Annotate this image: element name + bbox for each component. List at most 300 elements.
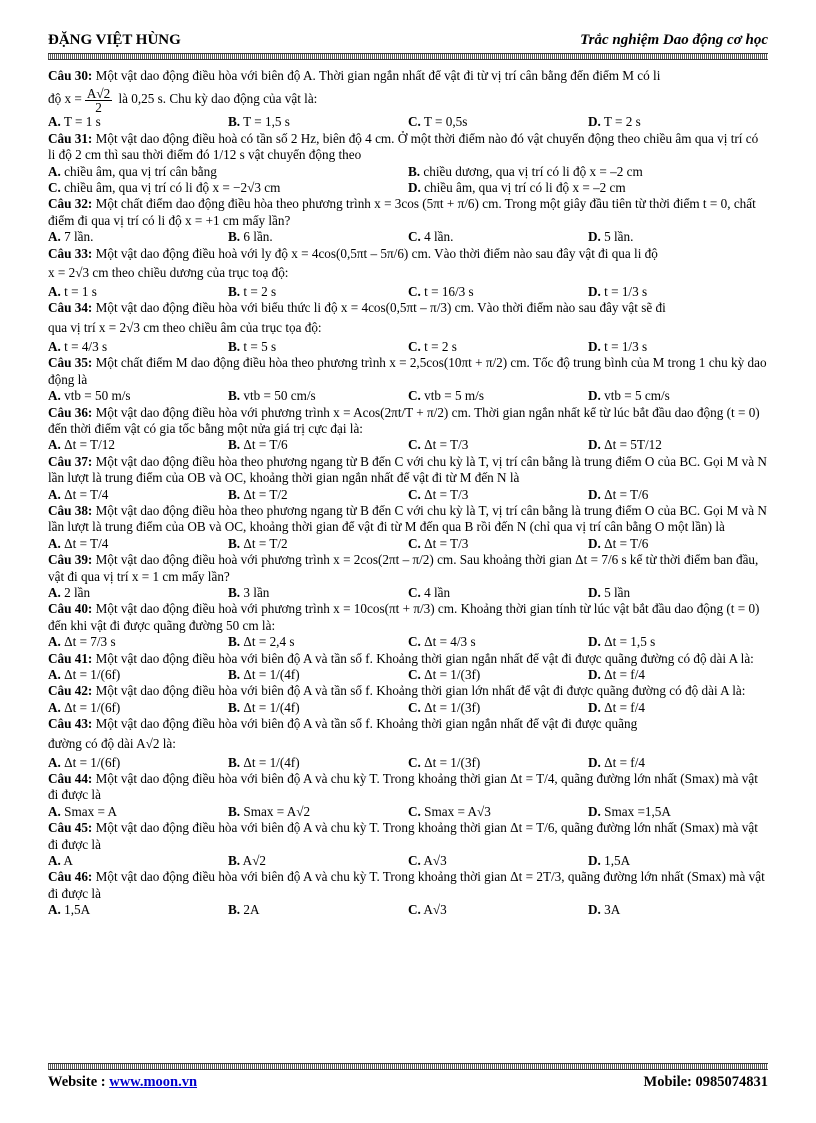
answer-option[interactable] xyxy=(48,634,228,650)
question-text xyxy=(48,869,768,902)
answer-options xyxy=(48,284,768,300)
question-item xyxy=(48,68,768,131)
answer-option[interactable] xyxy=(408,284,588,300)
question-label: Câu 41: xyxy=(48,650,93,666)
question-text xyxy=(48,503,768,536)
option-text: vtb = 50 cm/s xyxy=(243,388,316,404)
option-letter: D. xyxy=(588,229,601,245)
option-text: Δt = 1/(3f) xyxy=(424,754,481,770)
option-text: t = 1/3 s xyxy=(604,338,648,354)
option-text: chiều âm, qua vị trí cân bằng xyxy=(64,163,217,179)
option-letter: B. xyxy=(408,163,421,179)
option-letter: C. xyxy=(408,902,421,918)
option-text: Δt = T/2 xyxy=(243,486,288,502)
answer-option[interactable] xyxy=(408,667,588,683)
answer-option[interactable] xyxy=(408,755,588,771)
answer-option[interactable] xyxy=(408,229,588,245)
footer-divider xyxy=(48,1063,768,1070)
option-letter: C. xyxy=(408,803,421,819)
option-letter: B. xyxy=(228,754,241,770)
option-letter: C. xyxy=(408,634,421,650)
answer-option[interactable] xyxy=(408,902,588,918)
answer-option[interactable] xyxy=(588,700,768,716)
answer-option[interactable] xyxy=(228,284,408,300)
question-stem: Một vật dao động điều hòa với biên độ A và chu kỳ T. Trong khoảng thời gian Δt = T/6, quãng đường lớn nhất (Smax) mà vật đi được là xyxy=(48,820,758,852)
answer-options xyxy=(48,667,768,683)
question-list xyxy=(48,68,768,919)
answer-option[interactable] xyxy=(408,585,588,601)
option-letter: D. xyxy=(588,853,601,869)
option-text: Smax = A√2 xyxy=(243,803,311,819)
option-text: Δt = T/6 xyxy=(243,437,288,453)
answer-options xyxy=(48,536,768,552)
answer-option[interactable] xyxy=(48,164,408,180)
option-text: Δt = 1/(3f) xyxy=(424,667,481,682)
question-label: Câu 40: xyxy=(48,601,93,617)
question-stem: Một vật dao động điều hòa với biên độ A và tần số f. Khoảng thời gian ngắn nhất để vật đi được quãng đường có độ dài A là: xyxy=(95,650,754,666)
option-letter: A. xyxy=(48,163,61,179)
option-letter: C. xyxy=(408,437,421,453)
question-stem: Một vật dao động điều hoà có tần số 2 Hz, biên độ 4 cm. Ở một thời điểm nào đó vật chuyển động theo chiều âm qua vị trí có li độ 2 cm thì sau thời điểm đó 1/12 s vật chuyển động theo xyxy=(48,130,759,163)
answer-option[interactable] xyxy=(588,667,768,683)
answer-options xyxy=(48,114,768,130)
website-link[interactable]: www.moon.vn xyxy=(109,1074,198,1090)
option-letter: D. xyxy=(588,902,601,918)
question-item xyxy=(48,651,768,684)
answer-options xyxy=(48,700,768,716)
option-text: Δt = f/4 xyxy=(604,667,645,682)
option-text: Δt = T/4 xyxy=(64,535,109,551)
option-letter: D. xyxy=(588,114,601,130)
answer-option[interactable] xyxy=(228,339,408,355)
answer-option[interactable] xyxy=(228,114,408,130)
answer-options xyxy=(48,180,768,196)
option-letter: C. xyxy=(408,535,421,551)
option-letter: C. xyxy=(408,388,421,404)
answer-option[interactable] xyxy=(588,437,768,453)
option-text: Δt = 1/(4f) xyxy=(243,699,300,715)
option-letter: C. xyxy=(408,338,421,354)
option-letter: A. xyxy=(48,338,61,354)
option-letter: D. xyxy=(588,338,601,354)
option-text: Δt = T/6 xyxy=(604,535,649,551)
option-text: vtb = 50 m/s xyxy=(64,388,131,404)
option-text: t = 16/3 s xyxy=(424,284,474,300)
question-item xyxy=(48,300,768,355)
question-label: Câu 31: xyxy=(48,130,93,146)
question-stem: Một vật dao động điều hòa với biên độ A và tần số f. Khoảng thời gian lớn nhất để vật đi được quãng đường có độ dài A là: xyxy=(95,683,746,699)
question-item xyxy=(48,503,768,552)
answer-option[interactable] xyxy=(588,585,768,601)
answer-option[interactable] xyxy=(408,853,588,869)
option-letter: B. xyxy=(228,284,241,300)
option-letter: B. xyxy=(228,114,241,130)
answer-option[interactable] xyxy=(48,284,228,300)
option-letter: A. xyxy=(48,803,61,819)
option-letter: A. xyxy=(48,699,61,715)
option-text: Δt = T/2 xyxy=(243,535,288,551)
option-text: A√3 xyxy=(423,902,447,918)
option-text: 5 lần xyxy=(604,584,631,600)
option-letter: A. xyxy=(48,114,61,130)
question-label: Câu 44: xyxy=(48,771,93,787)
answer-option[interactable] xyxy=(408,487,588,503)
answer-option[interactable] xyxy=(588,229,768,245)
option-text: 7 lần. xyxy=(64,229,94,245)
option-text: A xyxy=(63,853,73,869)
option-text: T = 1,5 s xyxy=(243,114,290,130)
answer-option[interactable] xyxy=(408,536,588,552)
answer-option[interactable] xyxy=(48,114,228,130)
question-item xyxy=(48,683,768,716)
question-item xyxy=(48,196,768,245)
answer-option[interactable] xyxy=(48,700,228,716)
option-letter: C. xyxy=(408,699,421,715)
answer-option[interactable] xyxy=(228,437,408,453)
option-letter: B. xyxy=(228,229,241,245)
question-item xyxy=(48,246,768,301)
option-text: Δt = 1/(6f) xyxy=(64,699,121,715)
question-label: Câu 43: xyxy=(48,716,93,732)
answer-option[interactable] xyxy=(588,487,768,503)
answer-option[interactable] xyxy=(408,700,588,716)
option-text: t = 2 s xyxy=(243,284,277,300)
option-letter: A. xyxy=(48,437,61,453)
question-item xyxy=(48,355,768,404)
option-letter: D. xyxy=(588,803,601,819)
question-stem-line2 xyxy=(48,84,768,114)
option-text: chiều âm, qua vị trí có li độ x = –2 cm xyxy=(424,180,626,196)
option-text: Smax = A√3 xyxy=(424,803,491,819)
fraction xyxy=(85,87,112,114)
question-text xyxy=(48,246,768,262)
option-letter: C. xyxy=(408,284,421,300)
answer-option[interactable] xyxy=(228,536,408,552)
answer-options xyxy=(48,229,768,245)
option-text: A√3 xyxy=(423,853,447,869)
option-letter: A. xyxy=(48,486,61,502)
option-text: Smax = A xyxy=(64,803,117,819)
option-letter: A. xyxy=(48,284,61,300)
option-text: 6 lần. xyxy=(243,229,273,245)
option-text: T = 0,5s xyxy=(423,114,468,130)
option-text: Δt = 5T/12 xyxy=(604,437,662,453)
option-text: T = 2 s xyxy=(603,114,641,130)
question-stem: Một chất điểm M dao động điều hòa theo phương trình x = 2,5cos(10πt + π/2) cm. Tốc độ trung bình của M trong 1 chu kỳ dao động là xyxy=(48,355,767,387)
option-text: Δt = 1,5 s xyxy=(604,634,656,650)
option-letter: D. xyxy=(588,388,601,404)
question-stem: Một vật dao động điều hòa với biên độ A. Thời gian ngắn nhất để vật đi từ vị trí cân bằng đến điểm M có li xyxy=(95,68,661,83)
option-text: Δt = T/3 xyxy=(424,486,469,502)
option-letter: D. xyxy=(588,634,601,650)
answer-option[interactable] xyxy=(408,339,588,355)
answer-option[interactable] xyxy=(588,804,768,820)
question-item xyxy=(48,131,768,197)
question-stem: Một chất điểm dao động điều hòa theo phương trình x = 3cos (5πt + π/6) cm. Trong một giây đầu tiên từ thời điểm t = 0, chất điểm đi qua vị trí có li độ x = +1 cm mấy lần? xyxy=(48,196,756,228)
answer-option[interactable] xyxy=(228,634,408,650)
question-item xyxy=(48,454,768,503)
question-text xyxy=(48,131,768,164)
answer-option[interactable] xyxy=(588,388,768,404)
option-letter: C. xyxy=(408,754,421,770)
option-letter: C. xyxy=(48,180,61,196)
option-letter: D. xyxy=(408,180,421,196)
stem-prefix: độ x = xyxy=(48,91,82,107)
question-stem: Một vật dao động điều hòa theo phương ngang từ B đến C với chu kỳ là T, vị trí cân bằng là trung điểm O của BC. Gọi M và N lần lượt là trung điểm của OB và OC, khoảng thời gian để vật đi từ M đến qua B rồi đến N (chỉ qua vị trí cân bằng O một lần) là xyxy=(48,502,767,535)
option-text: Δt = T/6 xyxy=(604,486,649,502)
option-letter: A. xyxy=(48,388,61,404)
option-letter: A. xyxy=(48,853,61,869)
option-letter: B. xyxy=(228,388,241,404)
option-letter: D. xyxy=(588,437,601,453)
option-letter: B. xyxy=(228,535,241,551)
question-stem-line2: x = 2√3 cm theo chiều dương của trục toạ độ: xyxy=(48,265,289,281)
answer-option[interactable] xyxy=(228,229,408,245)
option-letter: B. xyxy=(228,584,241,600)
answer-option[interactable] xyxy=(228,853,408,869)
option-text: chiều dương, qua vị trí có li độ x = –2 cm xyxy=(423,163,643,179)
option-letter: D. xyxy=(588,535,601,551)
question-item xyxy=(48,716,768,771)
question-text xyxy=(48,771,768,804)
question-text xyxy=(48,552,768,585)
question-text xyxy=(48,716,768,732)
option-letter: D. xyxy=(588,584,601,600)
option-text: Δt = 1/(3f) xyxy=(424,699,481,715)
header-divider xyxy=(48,53,768,60)
option-letter: A. xyxy=(48,535,61,551)
answer-option[interactable] xyxy=(408,634,588,650)
question-stem-line2: đường có độ dài A√2 là: xyxy=(48,735,176,751)
answer-option[interactable] xyxy=(228,667,408,683)
question-item xyxy=(48,820,768,869)
option-text: Δt = f/4 xyxy=(604,699,645,715)
question-text xyxy=(48,454,768,487)
question-text xyxy=(48,683,768,699)
option-text: chiều âm, qua vị trí có li độ x = −2√3 cm xyxy=(64,180,281,196)
answer-option[interactable] xyxy=(408,164,768,180)
answer-option[interactable] xyxy=(48,487,228,503)
answer-options xyxy=(48,804,768,820)
option-letter: D. xyxy=(588,486,601,502)
answer-options xyxy=(48,339,768,355)
option-letter: D. xyxy=(588,699,601,715)
option-text: Δt = 7/3 s xyxy=(64,634,116,650)
website xyxy=(48,1074,197,1091)
option-text: A√2 xyxy=(242,853,267,869)
answer-options xyxy=(48,902,768,918)
option-text: 2A xyxy=(243,902,260,918)
option-text: 5 lần. xyxy=(604,229,634,245)
answer-option[interactable] xyxy=(228,585,408,601)
answer-options xyxy=(48,853,768,869)
question-label: Câu 35: xyxy=(48,355,93,371)
answer-option[interactable] xyxy=(228,804,408,820)
option-text: 1,5A xyxy=(604,853,631,869)
answer-option[interactable] xyxy=(588,536,768,552)
option-text: Δt = 1/(6f) xyxy=(64,667,121,682)
answer-option[interactable] xyxy=(588,853,768,869)
answer-option[interactable] xyxy=(588,634,768,650)
answer-option[interactable] xyxy=(48,804,228,820)
question-item xyxy=(48,601,768,650)
option-letter: A. xyxy=(48,584,61,600)
answer-option[interactable] xyxy=(408,114,588,130)
question-stem: Một vật dao động điều hòa theo phương ngang từ B đến C với chu kỳ là T, vị trí cân bằng là trung điểm O của BC. Gọi M và N lần lượt là trung điểm của OB và OC, khoảng thời gian ngắn nhất để vật đi từ M đến N là xyxy=(48,453,767,486)
answer-option[interactable] xyxy=(48,229,228,245)
answer-option[interactable] xyxy=(408,388,588,404)
option-letter: D. xyxy=(588,754,601,770)
mobile-number: Mobile: 0985074831 xyxy=(643,1074,768,1090)
fraction-numerator: A√2 xyxy=(86,85,111,101)
question-stem: Một vật dao động điều hòa với biên độ A và chu kỳ T. Trong khoảng thời gian Δt = T/4, quãng đường lớn nhất (Smax) mà vật đi được là xyxy=(48,771,758,803)
website-label: Website : xyxy=(48,1074,110,1090)
answer-option[interactable] xyxy=(48,388,228,404)
question-text xyxy=(48,651,768,667)
option-text: t = 1 s xyxy=(64,284,97,300)
question-stem: Một vật dao động điều hòa với biểu thức li độ x = 4cos(0,5πt – π/3) cm. Vào thời điểm nào sau đây vật sẽ đi xyxy=(95,300,666,316)
answer-options xyxy=(48,164,768,180)
question-label: Câu 36: xyxy=(48,404,93,420)
answer-options xyxy=(48,585,768,601)
option-text: 3 lần xyxy=(243,584,270,600)
document-title: Trắc nghiệm Dao động cơ học xyxy=(580,32,768,48)
option-letter: B. xyxy=(228,338,241,354)
option-letter: A. xyxy=(48,754,61,770)
option-text: Δt = f/4 xyxy=(604,754,645,770)
option-text: 4 lần. xyxy=(424,229,454,245)
option-letter: B. xyxy=(228,486,241,502)
answer-option[interactable] xyxy=(588,339,768,355)
option-letter: C. xyxy=(408,114,421,130)
page-header xyxy=(48,32,768,54)
option-letter: D. xyxy=(588,284,601,300)
answer-option[interactable] xyxy=(48,667,228,683)
option-letter: A. xyxy=(48,229,61,245)
option-text: Δt = 1/(4f) xyxy=(243,754,300,770)
question-text xyxy=(48,405,768,438)
answer-options xyxy=(48,437,768,453)
answer-option[interactable] xyxy=(228,700,408,716)
answer-options xyxy=(48,388,768,404)
answer-option[interactable] xyxy=(48,437,228,453)
answer-options xyxy=(48,755,768,771)
option-letter: B. xyxy=(228,667,241,682)
question-text xyxy=(48,68,768,84)
answer-option[interactable] xyxy=(408,180,768,196)
option-letter: C. xyxy=(408,229,421,245)
answer-option[interactable] xyxy=(48,755,228,771)
answer-option[interactable] xyxy=(48,339,228,355)
question-label: Câu 30: xyxy=(48,68,93,83)
answer-option[interactable] xyxy=(588,284,768,300)
question-text xyxy=(48,355,768,388)
option-text: t = 4/3 s xyxy=(64,338,108,354)
option-text: 2 lần xyxy=(64,584,91,600)
option-text: t = 1/3 s xyxy=(604,284,648,300)
answer-option[interactable] xyxy=(48,902,228,918)
option-text: Δt = 1/(4f) xyxy=(243,667,300,682)
option-text: 3A xyxy=(604,902,621,918)
question-item xyxy=(48,869,768,918)
option-letter: B. xyxy=(228,634,241,650)
question-text xyxy=(48,300,768,316)
option-letter: A. xyxy=(48,902,61,918)
answer-option[interactable] xyxy=(228,755,408,771)
answer-option[interactable] xyxy=(48,853,228,869)
answer-option[interactable] xyxy=(588,902,768,918)
question-stem: Một vật dao động điều hoà với phương trình x = 2cos(2πt – π/2) cm. Sau khoảng thời gian Δt = 7/6 s kể từ thời điểm ban đầu, vật đi qua vị trí x = 1 cm mấy lần? xyxy=(48,552,759,584)
option-letter: A. xyxy=(48,667,61,682)
option-letter: D. xyxy=(588,667,601,682)
question-text xyxy=(48,601,768,634)
answer-option[interactable] xyxy=(588,755,768,771)
option-text: 1,5A xyxy=(64,902,91,918)
answer-option[interactable] xyxy=(228,902,408,918)
question-item xyxy=(48,405,768,454)
option-text: Δt = T/12 xyxy=(64,437,115,453)
option-letter: B. xyxy=(228,902,241,918)
option-text: Δt = T/3 xyxy=(424,437,469,453)
question-label: Câu 39: xyxy=(48,552,93,568)
question-item xyxy=(48,771,768,820)
option-text: t = 2 s xyxy=(424,338,457,354)
stem-suffix: là 0,25 s. Chu kỳ dao động của vật là: xyxy=(115,91,318,107)
question-stem: Một vật dao động điều hòa với biên độ A và chu kỳ T. Trong khoảng thời gian Δt = 2T/3, quãng đường lớn nhất (Smax) mà vật đi được là xyxy=(48,869,765,901)
option-text: T = 1 s xyxy=(63,114,101,130)
question-label: Câu 38: xyxy=(48,502,93,518)
option-letter: C. xyxy=(408,853,421,869)
question-text xyxy=(48,196,768,229)
answer-option[interactable] xyxy=(228,487,408,503)
answer-option[interactable] xyxy=(48,180,408,196)
question-label: Câu 32: xyxy=(48,196,93,212)
option-text: Δt = 1/(6f) xyxy=(64,754,121,770)
question-stem: Một vật dao động điều hoà với phương trình x = 10cos(πt + π/3) cm. Khoảng thời gian tính từ lúc vật bắt đầu dao động (t = 0) đến khi vật đi được quãng đường 50 cm là: xyxy=(48,601,760,633)
answer-option[interactable] xyxy=(408,437,588,453)
fraction-denominator: 2 xyxy=(95,99,102,115)
answer-option[interactable] xyxy=(228,388,408,404)
question-label: Câu 37: xyxy=(48,453,93,469)
option-text: t = 5 s xyxy=(243,338,277,354)
question-stem: Một vật dao động điều hòa với biên độ A và tần số f. Khoảng thời gian ngắn nhất để vật đi được quãng xyxy=(95,716,638,732)
answer-option[interactable] xyxy=(48,585,228,601)
question-stem-line2: qua vị trí x = 2√3 cm theo chiều âm của trục tọa độ: xyxy=(48,319,322,335)
answer-option[interactable] xyxy=(408,804,588,820)
option-letter: B. xyxy=(228,437,241,453)
option-text: vtb = 5 cm/s xyxy=(604,388,670,404)
option-text: Smax =1,5A xyxy=(604,803,671,819)
option-text: vtb = 5 m/s xyxy=(424,388,484,404)
option-letter: B. xyxy=(228,699,241,715)
option-text: Δt = T/3 xyxy=(424,535,469,551)
question-label: Câu 33: xyxy=(48,245,93,261)
question-text xyxy=(48,820,768,853)
option-letter: B. xyxy=(228,853,241,869)
question-label: Câu 42: xyxy=(48,683,93,699)
option-letter: B. xyxy=(228,803,241,819)
option-text: 4 lần xyxy=(424,584,451,600)
option-letter: C. xyxy=(408,486,421,502)
question-label: Câu 46: xyxy=(48,869,93,885)
option-text: Δt = 4/3 s xyxy=(424,634,476,650)
option-letter: C. xyxy=(408,584,421,600)
option-text: Δt = 2,4 s xyxy=(243,634,295,650)
answer-option[interactable] xyxy=(588,114,768,130)
answer-options xyxy=(48,634,768,650)
answer-option[interactable] xyxy=(48,536,228,552)
option-letter: A. xyxy=(48,634,61,650)
